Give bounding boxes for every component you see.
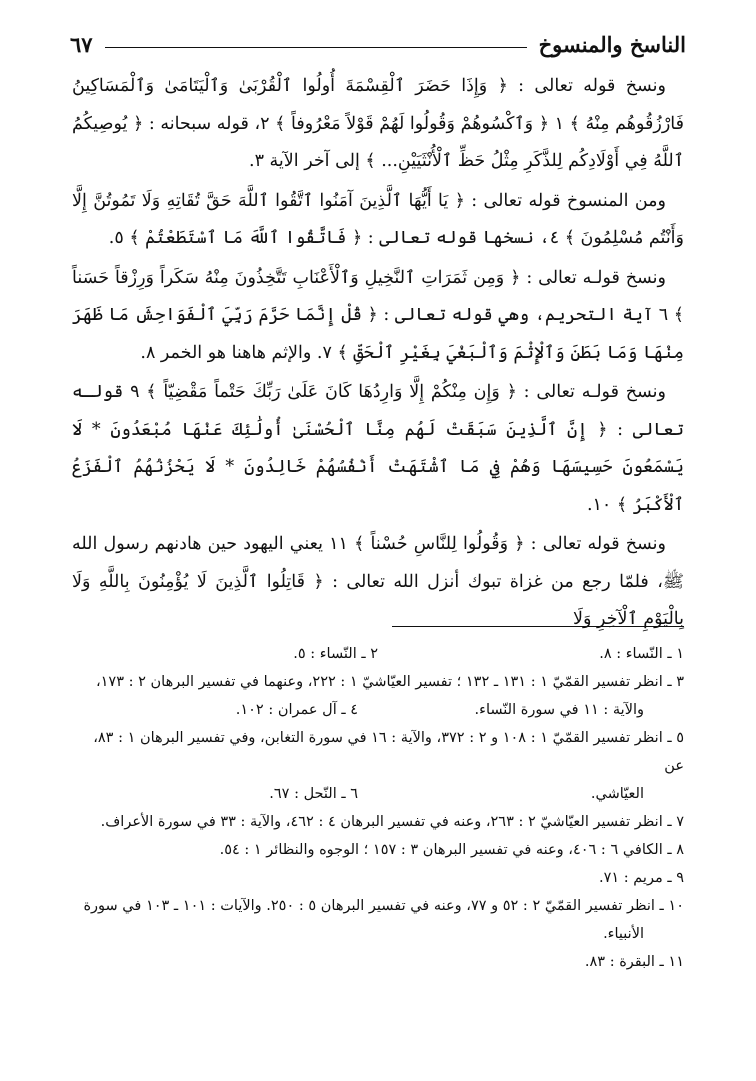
- footnote-row: [72, 780, 684, 808]
- paragraph: ومن المنسوخ قوله تعالى : ﴿ يَا أَيُّهَا ٱلَّذِينَ آمَنُوا ٱتَّقُوا ٱللَّهَ حَقَّ تُقَاتِهِ وَلَا تَمُوتُنَّ إِلَّا وَأَنْتُم مُسْلِمُونَ ﴾ ٤، نسخها قوله تعالى : ﴿ فَاتَّقُوا ٱللَّهَ مَا ٱسْتَطَعْتُمْ ﴾ ٥.: [72, 190, 684, 248]
- main-text: [72, 68, 684, 641]
- paragraph: ونسخ قولـه تعالى : ﴿ وَإِن مِنْكُمْ إِلَّا وَارِدُهَا كَانَ عَلَىٰ رَبِّكَ حَتْماً مَقْضِيّاً ﴾ ٩ قولـه تعالى : ﴿ إِنَّ ٱلَّذِينَ سَبَقَتْ لَهُم مِنَّا ٱلْحُسْنَىٰ أُولَٰئِكَ عَنْهَا مُبْعَدُونَ * لَا يَسْمَعُونَ حَسِيسَهَا وَهُمْ فِي مَا ٱشْتَهَتْ أَنْفُسُهُمْ خَالِدُونَ * لَا يَحْزُنُهُمُ ٱلْفَزَعُ ٱلْأَكْبَرُ ﴾ ١٠.: [72, 382, 684, 515]
- footnote-separator: [392, 626, 684, 627]
- paragraph: ونسخ قوله تعالى : ﴿ وَإِذَا حَضَرَ ٱلْقِسْمَةَ أُولُوا ٱلْقُرْبَىٰ وَٱلْيَتَامَىٰ وَٱلْمَسَاكِينُ فَارْزُقُوهُم مِنْهُ ﴾ ١ ﴿ وَٱكْسُوهُمْ وَقُولُوا لَهُمْ قَوْلاً مَعْرُوفاً ﴾ ٢، قوله سبحانه : ﴿ يُوصِيكُمُ ٱللَّهُ فِي أَوْلَادِكُم لِلذَّكَرِ مِثْلُ حَظِّ ٱلْأُنْثَيَيْنِ... ﴾ إلى آخر الآية ٣.: [72, 76, 685, 171]
- footnote: ٣ ـ انظر تفسير القمّيّ ١ : ١٣١ ـ ١٣٢ ؛ تفسير العيّاشيّ ١ : ٢٢٢، وعنهما في تفسير البرهان ٢ : ١٧٣،: [95, 674, 684, 690]
- footnote-continuation: الأنبياء.: [603, 926, 644, 942]
- page-number: ٦٧: [70, 31, 93, 57]
- footnote: ٢ ـ النّساء : ٥.: [293, 646, 378, 662]
- page-header: [70, 28, 686, 60]
- footnote-row: [72, 696, 684, 724]
- footnote: ٥ ـ انظر تفسير القمّيّ ١ : ١٠٨ و ٢ : ٣٧٢، والآية : ١٦ في سورة التغابن، وفي تفسير البرهان ١ : ٨٣، عن: [93, 730, 684, 774]
- paragraph: ونسخ قولـه تعالى : ﴿ وَمِن ثَمَرَاتِ ٱلنَّخِيلِ وَٱلْأَعْنَابِ تَتَّخِذُونَ مِنْهُ سَكَراً وَرِزْقاً حَسَناً ﴾ ٦ آية التحريم، وهي قوله تعالى : ﴿ قُلْ إِنَّمَا حَرَّمَ رَبِّيَ ٱلْفَوَاحِشَ مَا ظَهَرَ مِنْهَا وَمَا بَطَنَ وَٱلْإِثْمَ وَٱلْبَغْيَ بِغَيْرِ ٱلْحَقِّ ﴾ ٧. والإثم هاهنا هو الخمر ٨.: [72, 267, 684, 363]
- footnote: ٧ ـ انظر تفسير العيّاشيّ ٢ : ٢٦٣، وعنه في تفسير البرهان ٤ : ٤٦٢، والآية : ٣٣ في سورة الأعراف.: [100, 814, 684, 830]
- footnote: ٤ ـ آل عمران : ١٠٢.: [235, 702, 358, 718]
- footnote: ٩ ـ مريم : ٧١.: [598, 870, 684, 886]
- footnote-row: [72, 640, 684, 668]
- header-rule: [105, 47, 527, 48]
- footnotes: [72, 640, 684, 976]
- footnote: ١١ ـ البقرة : ٨٣.: [584, 954, 684, 970]
- paragraph: ونسخ قوله تعالى : ﴿ وَقُولُوا لِلنَّاسِ حُسْناً ﴾ ١١ يعني اليهود حين هادنهم رسول الله ﷺ، فلمّا رجع من غزاة تبوك أنزل الله تعالى : ﴿ قَاتِلُوا ٱلَّذِينَ لَا يُؤْمِنُونَ بِاللَّهِ وَلَا بِالْيَوْمِ ٱلْآخِرِ وَلَا: [72, 534, 684, 629]
- footnote-continuation: والآية : ١١ في سورة النّساء.: [474, 702, 644, 718]
- footnote: ٦ ـ النّحل : ٦٧.: [269, 786, 358, 802]
- running-title: الناسخ والمنسوخ: [538, 31, 686, 57]
- footnote: ٨ ـ الكافي ٦ : ٤٠٦، وعنه في تفسير البرهان ٣ : ١٥٧ ؛ الوجوه والنظائر ١ : ٥٤.: [219, 842, 684, 858]
- footnote-continuation: العيّاشي.: [590, 786, 644, 802]
- footnote: ١٠ ـ انظر تفسير القمّيّ ٢ : ٥٢ و ٧٧، وعنه في تفسير البرهان ٥ : ٢٥٠. والآيات : ١٠١ ـ ١٠٣ في سورة: [83, 898, 684, 914]
- footnote: ١ ـ النّساء : ٨.: [599, 646, 684, 662]
